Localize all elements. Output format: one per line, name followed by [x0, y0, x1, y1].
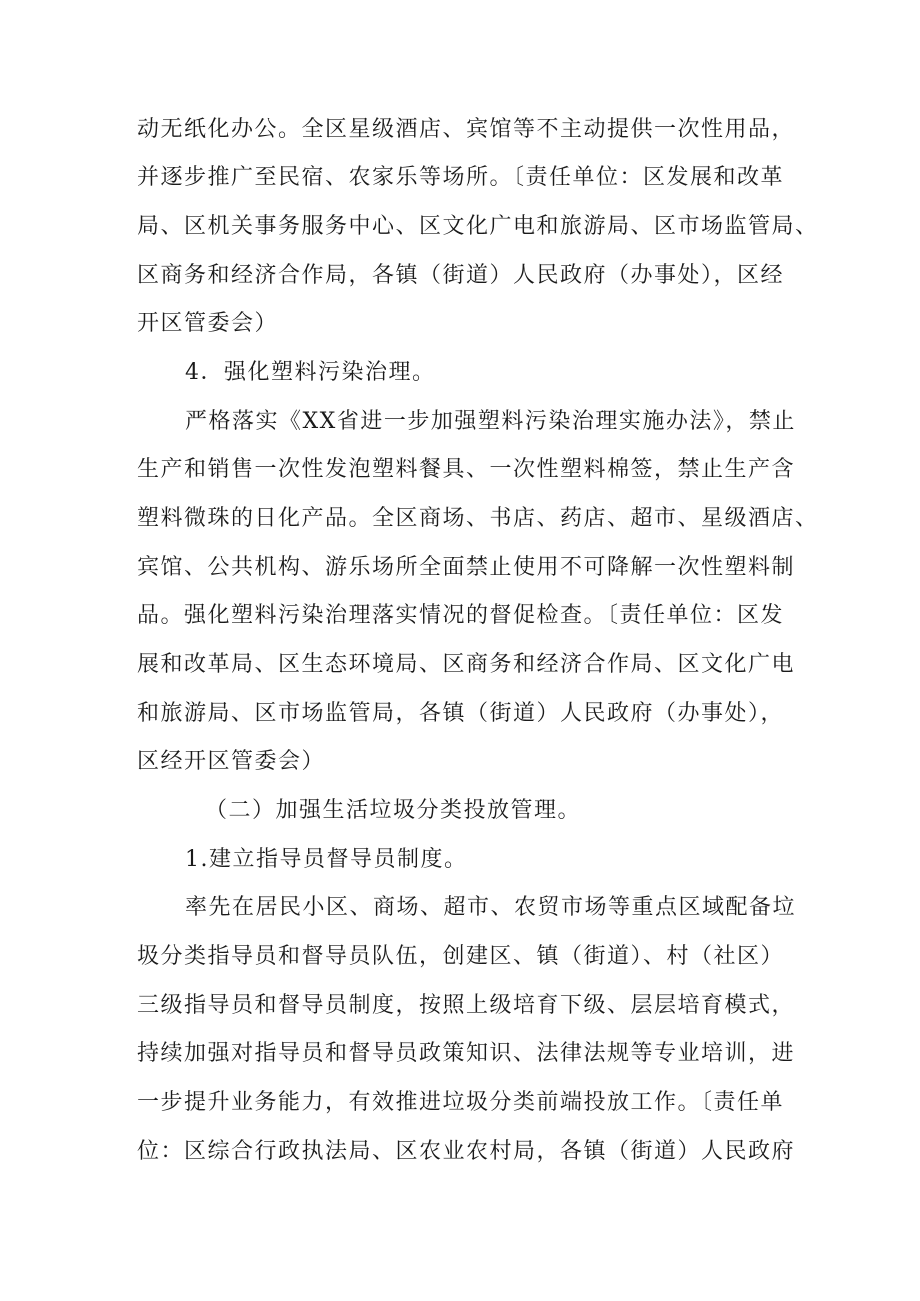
text-line: 三级指导员和督导员制度，按照上级培育下级、层层培育模式， — [137, 993, 796, 1018]
text-line: 塑料微珠的日化产品。全区商场、书店、药店、超市、星级酒店、 — [137, 506, 819, 531]
paragraph-start: 率先在居民小区、商场、超市、农贸市场等重点区域配备垃 — [185, 895, 797, 920]
text-line: 持续加强对指导员和督导员政策知识、法律法规等专业培训，进 — [137, 1041, 796, 1066]
text-line: 区经开区管委会） — [137, 749, 326, 774]
text-line: 动无纸化办公。全区星级酒店、宾馆等不主动提供一次性用品， — [137, 117, 796, 142]
section-heading: 4．强化塑料污染治理。 — [185, 360, 436, 385]
text-line: 局、区机关事务服务中心、区文化广电和旅游局、区市场监管局、 — [137, 214, 819, 239]
text-line: 一步提升业务能力，有效推进垃圾分类前端投放工作。〔责任单 — [137, 1090, 785, 1115]
text-line: 和旅游局、区市场监管局，各镇（街道）人民政府（办事处）， — [137, 701, 785, 726]
text-line: 位：区综合行政执法局、区农业农村局，各镇（街道）人民政府 — [137, 1139, 796, 1164]
text-line: 圾分类指导员和督导员队伍，创建区、镇（街道）、村（社区） — [137, 944, 785, 969]
text-line: 生产和销售一次性发泡塑料餐具、一次性塑料棉签，禁止生产含 — [137, 457, 796, 482]
text-line: 区商务和经济合作局，各镇（街道）人民政府（办事处），区经 — [137, 263, 785, 288]
text-line: 品。强化塑料污染治理落实情况的督促检查。〔责任单位：区发 — [137, 603, 785, 628]
paragraph-start: 严格落实《XX省进一步加强塑料污染治理实施办法》，禁止 — [185, 409, 796, 434]
section-heading: （二）加强生活垃圾分类投放管理。 — [205, 798, 582, 823]
text-line: 宾馆、公共机构、游乐场所全面禁止使用不可降解一次性塑料制 — [137, 555, 796, 580]
text-line: 展和改革局、区生态环境局、区商务和经济合作局、区文化广电 — [137, 652, 796, 677]
text-line: 并逐步推广至民宿、农家乐等场所。〔责任单位：区发展和改革 — [137, 165, 785, 190]
subsection-heading: 1.建立指导员督导员制度。 — [185, 847, 468, 872]
text-line: 开区管委会） — [137, 311, 279, 336]
